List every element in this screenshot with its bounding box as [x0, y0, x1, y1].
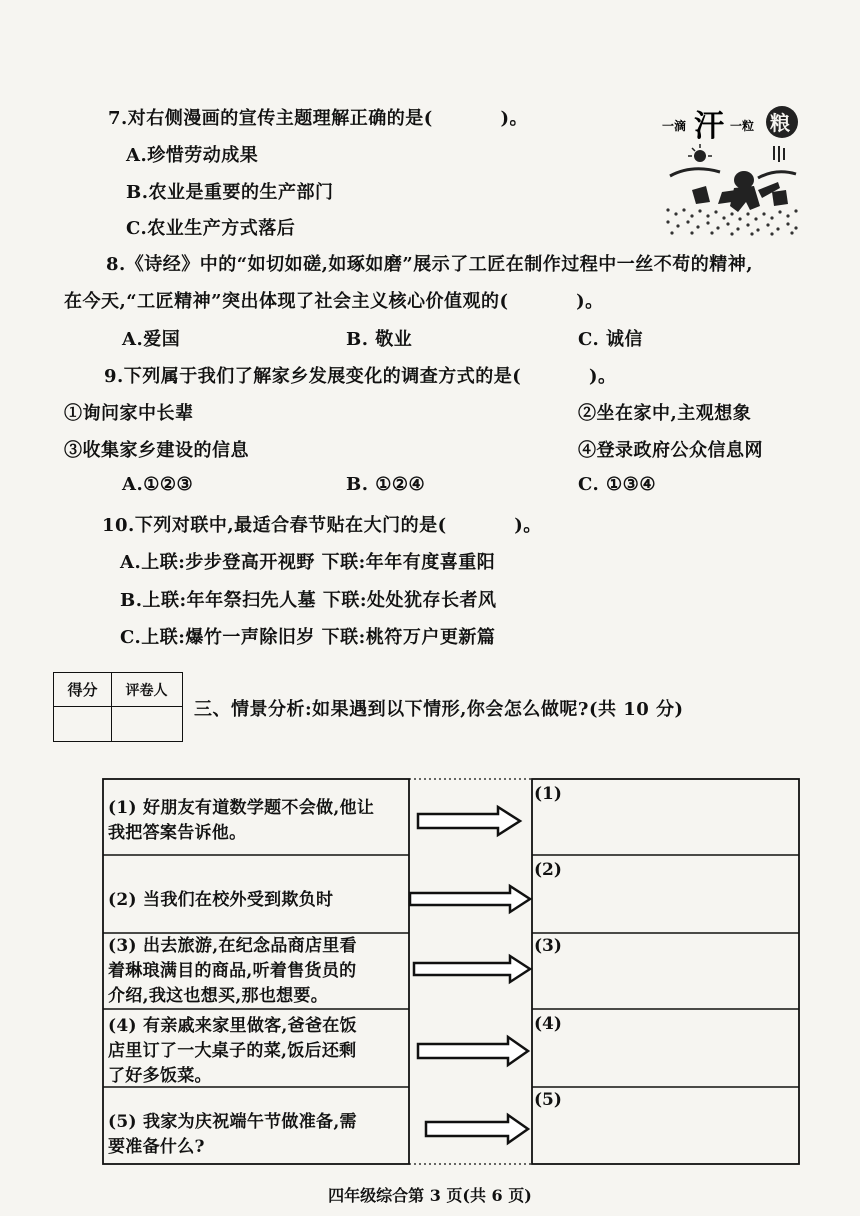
arrow-3 — [414, 956, 530, 982]
q7-option-c[interactable]: C.农业生产方式落后 — [126, 218, 296, 239]
scenario-1-text: (1) 好朋友有道数学题不会做,他让 我把答案告诉他。 — [108, 798, 375, 843]
farming-comic-image — [662, 106, 800, 236]
answer-4-label: (4) — [534, 1014, 562, 1034]
answer-3-label: (3) — [534, 936, 562, 956]
q10-stem: 10.下列对联中,最适合春节贴在大门的是( )。 — [102, 515, 542, 536]
q8-option-b[interactable]: B. 敬业 — [346, 329, 413, 350]
q8-option-c[interactable]: C. 诚信 — [578, 329, 644, 350]
comic-text-sweat: 汗 — [694, 109, 724, 144]
scenario-2-text: (2) 当我们在校外受到欺负时 — [108, 890, 334, 910]
q9-option-c[interactable]: C. ①③④ — [578, 474, 656, 495]
scenario-5-text: (5) 我家为庆祝端午节做准备,需 要准备什么? — [108, 1112, 357, 1157]
q8-stem-line2: 在今天,“工匠精神”突出体现了社会主义核心价值观的( )。 — [64, 291, 604, 312]
arrow-5 — [426, 1115, 528, 1143]
q7-option-a[interactable]: A.珍惜劳动成果 — [126, 145, 259, 166]
q10-option-b[interactable]: B.上联:年年祭扫先人墓 下联:处处犹存长者风 — [120, 590, 497, 611]
q7-stem: 7.对右侧漫画的宣传主题理解正确的是( )。 — [108, 108, 528, 129]
arrow-1 — [418, 807, 520, 835]
comic-text-mid: 一粒 — [730, 119, 755, 133]
q10-option-c[interactable]: C.上联:爆竹一声除旧岁 下联:桃符万户更新篇 — [120, 627, 496, 648]
section3-title: 三、情景分析:如果遇到以下情形,你会怎么做呢?(共 10 分) — [194, 699, 684, 720]
q9-option-a[interactable]: A.①②③ — [122, 474, 194, 495]
q9-item-4: ④登录政府公众信息网 — [578, 440, 763, 461]
scenario-3-text: (3) 出去旅游,在纪念品商店里看 着琳琅满目的商品,听着售货员的 介绍,我这也想买,那也想要。 — [108, 936, 357, 1006]
answer-5-label: (5) — [534, 1090, 562, 1110]
q8-stem-line1: 8.《诗经》中的“如切如磋,如琢如磨”展示了工匠在制作过程中一丝不苟的精神, — [106, 254, 754, 275]
q9-stem: 9.下列属于我们了解家乡发展变化的调查方式的是( )。 — [104, 366, 617, 387]
q9-item-3: ③收集家乡建设的信息 — [64, 440, 249, 461]
score-header: 得分 — [54, 673, 111, 707]
q7-option-b[interactable]: B.农业是重要的生产部门 — [126, 182, 334, 203]
grading-box — [53, 672, 183, 742]
grader-header: 评卷人 — [111, 673, 182, 707]
q8-option-a[interactable]: A.爱国 — [122, 329, 181, 350]
page-footer: 四年级综合第 3 页(共 6 页) — [328, 1186, 532, 1205]
scenario-4-text: (4) 有亲戚来家里做客,爸爸在饭 店里订了一大桌子的菜,饭后还剩 了好多饭菜。 — [108, 1016, 357, 1086]
arrow-4 — [418, 1037, 528, 1065]
q9-option-b[interactable]: B. ①②④ — [346, 474, 426, 495]
q10-option-a[interactable]: A.上联:步步登高开视野 下联:年年有度喜重阳 — [120, 552, 496, 573]
comic-text-grain: 粮 — [770, 111, 790, 135]
answer-2-label: (2) — [534, 860, 562, 880]
q9-item-2: ②坐在家中,主观想象 — [578, 403, 752, 424]
comic-text-left: 一滴 — [662, 119, 687, 133]
q9-item-1: ①询问家中长辈 — [64, 403, 194, 424]
arrow-2 — [410, 886, 530, 912]
answer-1-label: (1) — [534, 784, 562, 804]
